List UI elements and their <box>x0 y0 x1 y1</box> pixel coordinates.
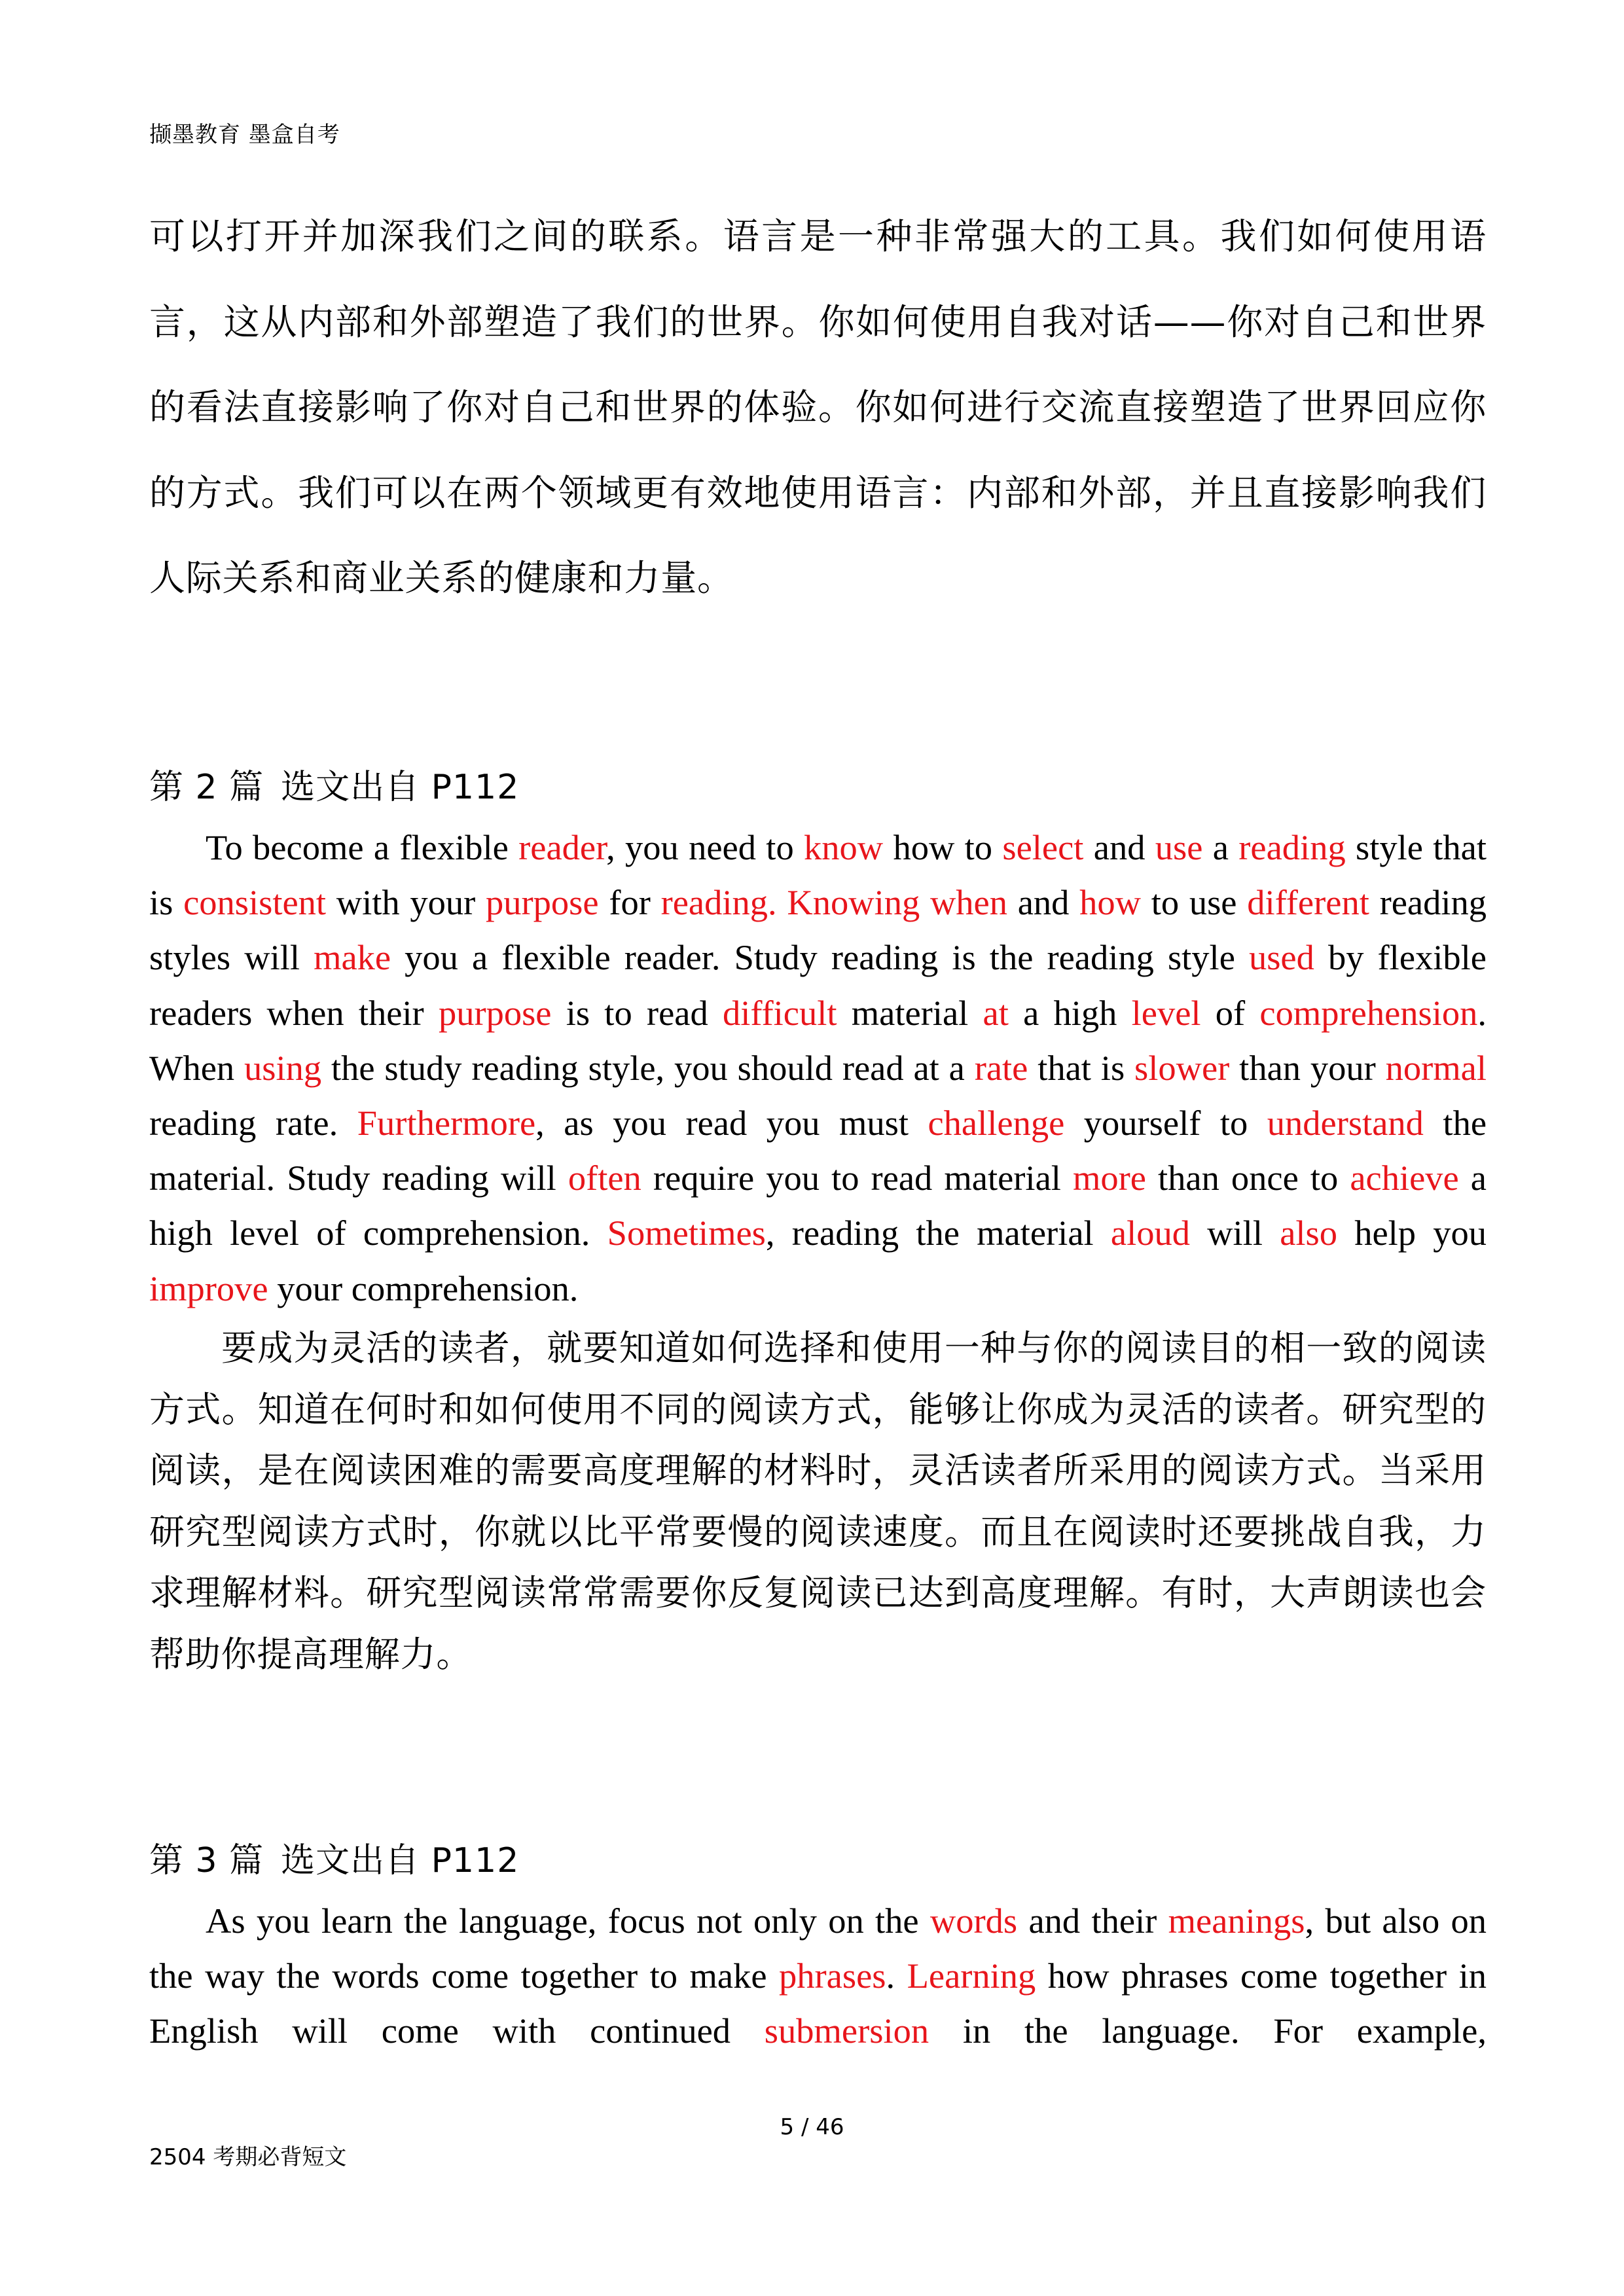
text-run: than once to <box>1146 1158 1350 1198</box>
highlighted-word: use <box>1155 827 1203 867</box>
text-run: with your <box>326 882 486 923</box>
section-2-source: 选文出自 P112 <box>281 768 520 807</box>
text-run: how phrases come together in English will come with continued <box>149 1956 1487 2051</box>
highlighted-word: challenge <box>928 1103 1065 1143</box>
text-run: , as you read you must <box>535 1103 928 1143</box>
section-3-title <box>149 1833 519 1882</box>
text-run: , reading the material <box>765 1213 1111 1253</box>
text-run: the material. Study reading will <box>149 1103 1487 1198</box>
highlighted-word: used <box>1248 937 1314 978</box>
text-run: . When <box>149 992 1487 1088</box>
text-run: , but also on the way the words come together to make <box>149 1901 1487 1996</box>
highlighted-word: using <box>244 1047 322 1088</box>
text-run: require you to read material <box>641 1158 1073 1198</box>
highlighted-word: purpose <box>486 882 599 923</box>
text-run: As you learn the language, focus not only on the <box>206 1901 930 1941</box>
text-run: your comprehension. <box>268 1268 579 1308</box>
highlighted-word: level <box>1131 992 1201 1033</box>
highlighted-word: select <box>1002 827 1084 867</box>
text-run: , you need to <box>606 827 804 867</box>
highlighted-word: consistent <box>183 882 327 923</box>
text-run: and <box>1007 882 1080 923</box>
highlighted-word: reading. Knowing when <box>660 882 1007 923</box>
page-header: 撷墨教育 墨盒自考 <box>149 122 340 148</box>
text-run: that is <box>1028 1047 1135 1088</box>
text-run: for <box>598 882 661 923</box>
highlighted-word: slower <box>1134 1047 1230 1088</box>
highlighted-word: Learning <box>907 1956 1036 1996</box>
text-run: to use <box>1141 882 1248 923</box>
text-run: than your <box>1229 1047 1386 1088</box>
text-run: . <box>886 1956 907 1996</box>
highlighted-word: difficult <box>722 992 837 1033</box>
intro-paragraph-zh: 可以打开并加深我们之间的联系。语言是一种非常强大的工具。我们如何使用语言，这从内部和外部塑造了我们的世界。你如何使用自我对话——你对自己和世界的看法直接影响了你对自己和世界的体验。你如何进行交流直接塑造了世界回应你的方式。我们可以在两个领域更有效地使用语言：内部和外部，并且直接影响我们人际关系和商业关系的健康和力量。 <box>149 215 1487 599</box>
section-2-chinese-paragraph: 要成为灵活的读者，就要知道如何选择和使用一种与你的阅读目的相一致的阅读方式。知道在何时和如何使用不同的阅读方式，能够让你成为灵活的读者。研究型的阅读，是在阅读困难的需要高度理解的材料时，灵活读者所采用的阅读方式。当采用研究型阅读方式时，你就以比平常要慢的阅读速度。而且在阅读时还要挑战自我，力求理解材料。研究型阅读常常需要你反复阅读已达到高度理解。有时，大声朗读也会帮助你提高理解力。 <box>149 1327 1487 1675</box>
highlighted-word: also <box>1280 1213 1337 1253</box>
document-title: 2504 考期必背短文 <box>149 2144 347 2170</box>
highlighted-word: more <box>1072 1158 1146 1198</box>
text-run: yourself to <box>1064 1103 1267 1143</box>
highlighted-word: comprehension <box>1259 992 1478 1033</box>
highlighted-word: submersion <box>764 2011 929 2051</box>
text-run: a high <box>1008 992 1132 1033</box>
text-run: a high level of comprehension. <box>149 1158 1487 1253</box>
section-2-english-paragraph <box>149 820 1487 1316</box>
text-run: reading rate. <box>149 1103 357 1143</box>
text-run: in the language. For example, <box>929 2011 1487 2051</box>
text-run: the study reading style, you should read at a <box>321 1047 975 1088</box>
highlighted-word: rate <box>974 1047 1028 1088</box>
text-run: a <box>1202 827 1239 867</box>
highlighted-word: often <box>568 1158 641 1198</box>
section-3-number: 第 3 篇 <box>149 1841 264 1880</box>
highlighted-word: reader <box>518 827 607 867</box>
highlighted-word: purpose <box>438 992 552 1033</box>
highlighted-word: phrases <box>779 1956 886 1996</box>
highlighted-word: reading <box>1238 827 1346 867</box>
page-number: 5 / 46 <box>780 2114 844 2140</box>
text-run: help you <box>1337 1213 1487 1253</box>
text-run: To become a flexible <box>206 827 519 867</box>
highlighted-word: words <box>929 1901 1018 1941</box>
text-run: you a flexible reader. Study reading is the reading style <box>391 937 1249 978</box>
text-run: and <box>1083 827 1155 867</box>
text-run: style that is <box>149 827 1487 923</box>
text-run: is to read <box>551 992 723 1033</box>
text-run: will <box>1189 1213 1280 1253</box>
highlighted-word: aloud <box>1110 1213 1190 1253</box>
section-2-number: 第 2 篇 <box>149 768 264 807</box>
text-run: by flexible readers when their <box>149 937 1487 1033</box>
highlighted-word: different <box>1247 882 1369 923</box>
section-2-title <box>149 759 519 808</box>
highlighted-word: Furthermore <box>357 1103 536 1143</box>
section-3-source: 选文出自 P112 <box>281 1841 520 1880</box>
highlighted-word: meanings <box>1168 1901 1305 1941</box>
highlighted-word: improve <box>149 1268 268 1308</box>
text-run: and their <box>1017 1901 1168 1941</box>
highlighted-word: normal <box>1385 1047 1487 1088</box>
section-3-english-paragraph <box>149 1893 1487 2059</box>
highlighted-word: make <box>314 937 391 978</box>
highlighted-word: know <box>804 827 884 867</box>
text-run: of <box>1200 992 1260 1033</box>
highlighted-word: how <box>1079 882 1141 923</box>
text-run: how to <box>883 827 1003 867</box>
highlighted-word: at <box>983 992 1009 1033</box>
text-run: material <box>837 992 983 1033</box>
highlighted-word: Sometimes <box>607 1213 766 1253</box>
text-run: reading styles will <box>149 882 1487 978</box>
highlighted-word: understand <box>1267 1103 1424 1143</box>
highlighted-word: achieve <box>1350 1158 1459 1198</box>
